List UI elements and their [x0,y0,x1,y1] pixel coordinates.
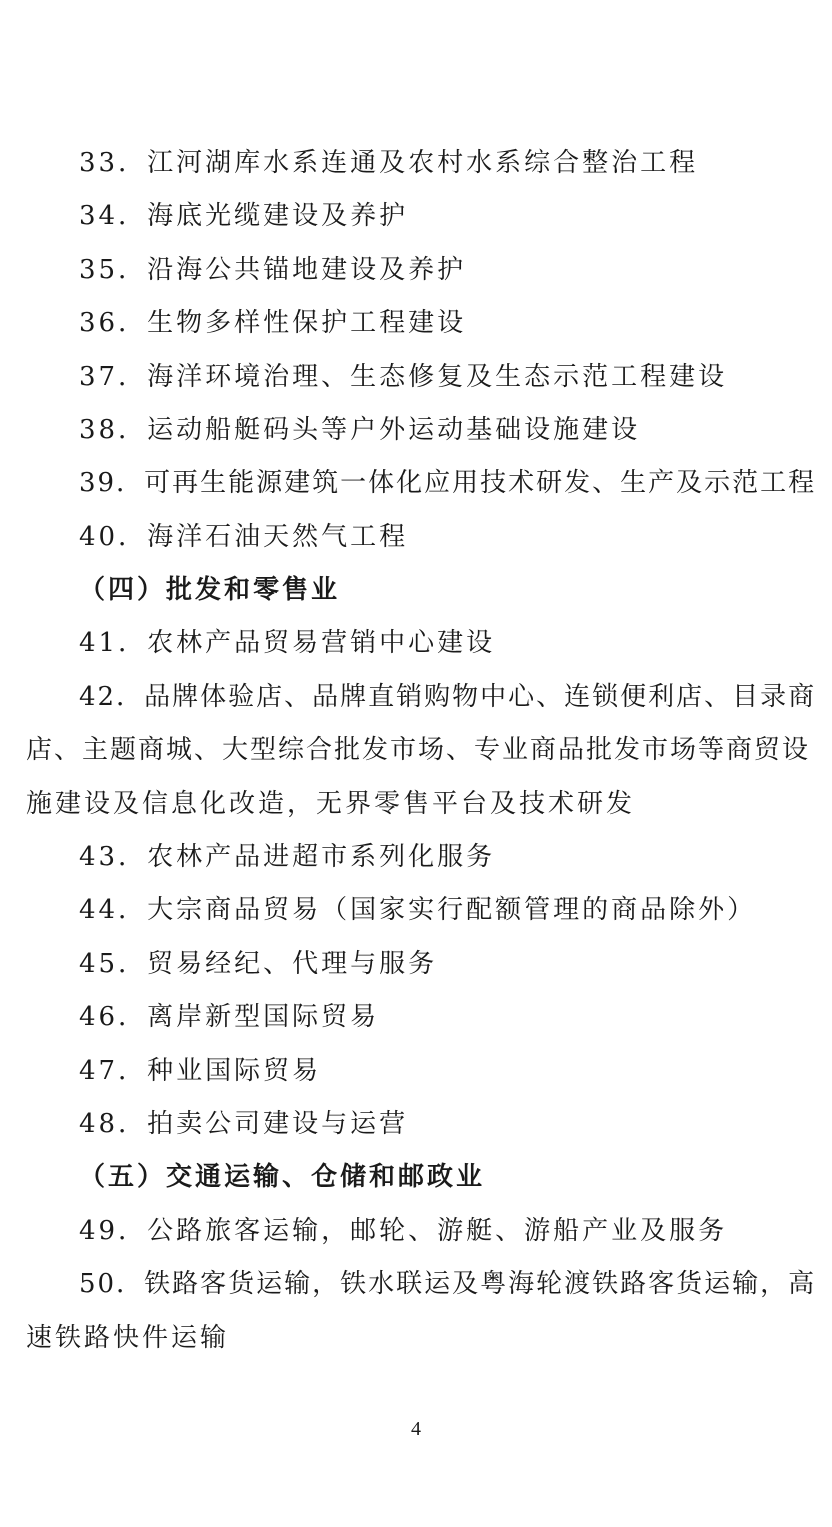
list-item-36: 36．生物多样性保护工程建设 [79,308,467,338]
list-item-42-cont-2: 施建设及信息化改造，无界零售平台及技术研发 [26,789,636,819]
section-heading-5: （五）交通运输、仓储和邮政业 [79,1162,486,1192]
list-item-39: 39．可再生能源建筑一体化应用技术研发、生产及示范工程 [79,468,817,498]
list-item-41: 41．农林产品贸易营销中心建设 [79,628,496,658]
list-item-37: 37．海洋环境治理、生态修复及生态示范工程建设 [79,362,728,392]
list-item-40: 40．海洋石油天然气工程 [79,522,409,552]
list-item-50: 50．铁路客货运输，铁水联运及粤海轮渡铁路客货运输，高 [79,1269,817,1299]
list-item-48: 48．拍卖公司建设与运营 [79,1109,409,1139]
list-item-38: 38．运动船艇码头等户外运动基础设施建设 [79,415,641,445]
list-item-42-cont-1: 店、主题商城、大型综合批发市场、专业商品批发市场等商贸设 [26,735,811,765]
list-item-46: 46．离岸新型国际贸易 [79,1002,380,1032]
section-heading-4: （四）批发和零售业 [79,575,341,605]
list-item-45: 45．贸易经纪、代理与服务 [79,949,438,979]
list-item-33: 33．江河湖库水系连通及农村水系综合整治工程 [79,148,699,178]
page-number: 4 [411,1418,421,1440]
list-item-47: 47．种业国际贸易 [79,1056,322,1086]
list-item-50-cont: 速铁路快件运输 [26,1323,230,1353]
list-item-44: 44．大宗商品贸易（国家实行配额管理的商品除外） [79,895,757,925]
list-item-35: 35．沿海公共锚地建设及养护 [79,255,467,285]
list-item-43: 43．农林产品进超市系列化服务 [79,842,496,872]
list-item-42: 42．品牌体验店、品牌直销购物中心、连锁便利店、目录商 [79,682,817,712]
list-item-34: 34．海底光缆建设及养护 [79,201,409,231]
list-item-49: 49．公路旅客运输，邮轮、游艇、游船产业及服务 [79,1216,728,1246]
